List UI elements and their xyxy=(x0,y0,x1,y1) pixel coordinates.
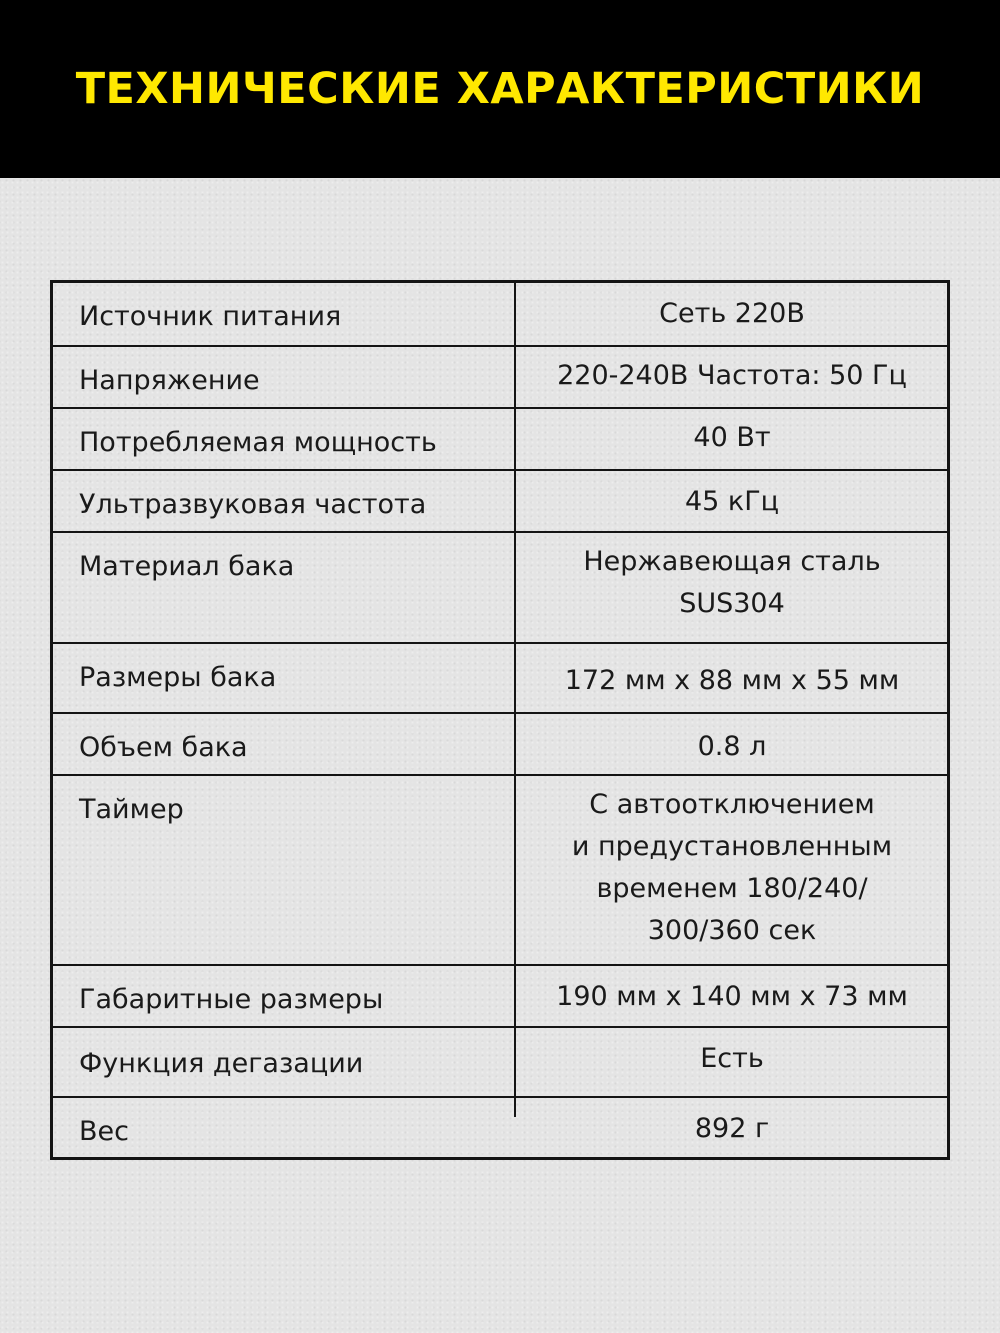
spec-label: Источник питания xyxy=(79,301,342,332)
spec-label: Потребляемая мощность xyxy=(79,427,437,458)
table-row xyxy=(53,283,947,345)
table-row xyxy=(53,1026,947,1096)
spec-label: Функция дегазации xyxy=(79,1048,364,1079)
spec-label: Габаритные размеры xyxy=(79,984,384,1015)
spec-value: 190 мм х 140 мм х 73 мм xyxy=(556,981,908,1012)
spec-label: Ультразвуковая частота xyxy=(79,489,427,520)
spec-label: Таймер xyxy=(79,794,184,825)
spec-label: Объем бака xyxy=(79,732,248,763)
table-row xyxy=(53,345,947,407)
page-title: ТЕХНИЧЕСКИЕ ХАРАКТЕРИСТИКИ xyxy=(75,64,925,114)
table-row xyxy=(53,712,947,774)
spec-value: 172 мм х 88 мм х 55 мм xyxy=(564,665,900,696)
header-banner xyxy=(0,0,1000,178)
table-row xyxy=(53,407,947,469)
spec-label: Размеры бака xyxy=(79,662,277,693)
spec-value: Нержавеющая сталь SUS304 xyxy=(583,546,881,619)
spec-value: 0.8 л xyxy=(697,731,767,762)
table-row xyxy=(53,531,947,642)
table-row xyxy=(53,1096,947,1157)
spec-value: Есть xyxy=(700,1043,764,1074)
spec-label: Вес xyxy=(79,1116,129,1147)
table-row xyxy=(53,469,947,531)
spec-table xyxy=(50,280,950,1160)
table-row xyxy=(53,642,947,712)
spec-label: Напряжение xyxy=(79,365,260,396)
spec-value: 45 кГц xyxy=(684,486,780,517)
spec-value: 220-240В Частота: 50 Гц xyxy=(557,360,907,391)
spec-label: Материал бака xyxy=(79,551,295,582)
spec-value: Сеть 220В xyxy=(659,298,805,329)
spec-value: С автоотключением и предустановленным временем 180/240/ 300/360 сек xyxy=(571,789,893,946)
table-row xyxy=(53,964,947,1026)
table-row xyxy=(53,774,947,964)
spec-value: 40 Вт xyxy=(693,422,771,453)
spec-value: 892 г xyxy=(694,1113,770,1144)
